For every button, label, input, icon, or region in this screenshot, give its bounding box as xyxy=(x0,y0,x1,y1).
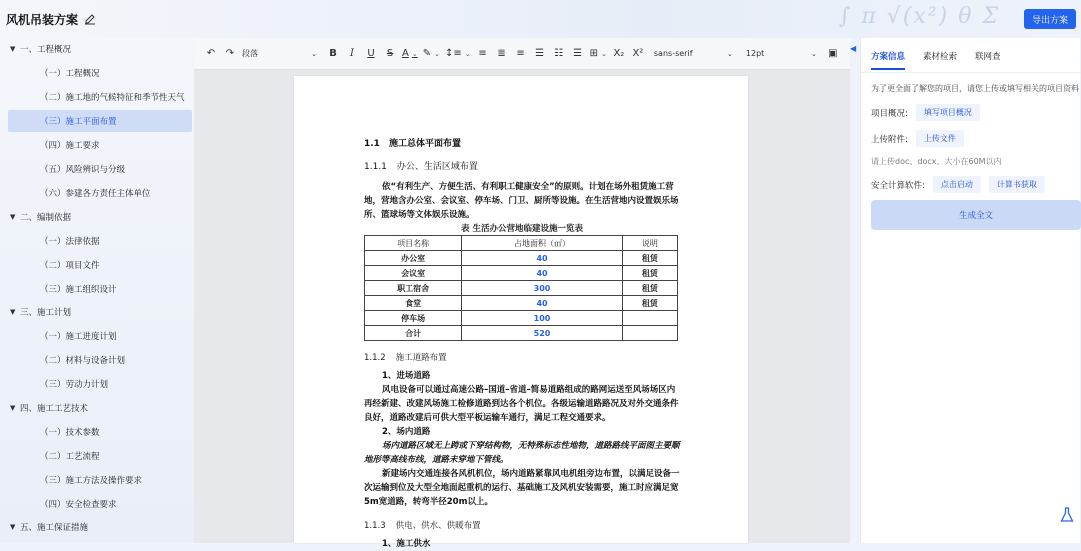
table-cell: 食堂 xyxy=(365,296,462,311)
font-color-label: A xyxy=(402,48,409,59)
software-row xyxy=(871,176,1045,193)
strikethrough-button[interactable]: S xyxy=(386,48,394,59)
tree-item-label: （一）法律依据 xyxy=(40,237,100,247)
unordered-list-icon[interactable]: ☷ xyxy=(554,48,564,59)
table-cell: 租赁 xyxy=(622,266,677,281)
software-label: 安全计算软件: xyxy=(871,180,925,191)
bold-button[interactable]: B xyxy=(329,48,337,59)
tree-item[interactable] xyxy=(0,278,194,300)
paragraph-heading: 1、施工供水 xyxy=(382,539,431,549)
table-caption: 表 生活办公营地临建设施一览表 xyxy=(461,224,583,234)
caret-down-icon[interactable]: ▼ xyxy=(10,404,16,412)
table-header-cell: 项目名称 xyxy=(365,236,462,251)
caret-down-icon[interactable]: ▼ xyxy=(10,45,16,53)
launch-button[interactable]: 点击启动 xyxy=(933,176,981,193)
tree-item-section-1[interactable] xyxy=(0,38,194,60)
tree-item-label: （四）施工要求 xyxy=(40,141,100,151)
table-cell: 租赁 xyxy=(622,281,677,296)
heading-number: 1.1.2 xyxy=(364,353,386,363)
tree-item-section-2[interactable] xyxy=(0,206,194,228)
tree-item[interactable] xyxy=(0,230,194,252)
table-cell xyxy=(622,311,677,326)
chevron-down-icon: ⌄ xyxy=(601,49,607,58)
table-icon[interactable]: ⊞ ⌄ xyxy=(589,48,607,59)
paragraph: 新建场内交通连接各风机机位，场内道路紧靠风电机组旁边布置，以满足设备一次运输到位及大型全地面起重机的运行、基础施工及风机安装需要，施工时应满足宽5m宽道路，转弯半径20m以上。 xyxy=(364,469,680,507)
tree-item[interactable] xyxy=(0,493,194,515)
panel-tabs xyxy=(871,50,1019,70)
tree-item[interactable] xyxy=(0,62,194,84)
document-page[interactable] xyxy=(294,76,748,549)
table-header-cell: 说明 xyxy=(622,236,677,251)
chevron-down-icon[interactable]: ⌄ xyxy=(311,49,317,58)
heading-number: 1.1.3 xyxy=(364,521,386,531)
collapse-panel-icon[interactable]: ◀ xyxy=(850,44,857,53)
heading-text: 供电、供水、供暖布置 xyxy=(395,521,481,531)
paragraph: 风电设备可以通过高速公路–国道–省道–简易道路组成的路网运送至风场场区内再经新建、改建风场施工检修道路到达各个机位。各级运输道路路况及对外交通条件良好，道路改建后可供大型平板运输车通行，满足工程交通要求。 xyxy=(364,385,679,423)
table-cell: 300 xyxy=(462,281,622,296)
redo-icon[interactable]: ↷ xyxy=(225,48,235,59)
table-header-row xyxy=(365,236,678,251)
undo-icon[interactable]: ↶ xyxy=(206,48,216,59)
tree-item-label: （四）安全检查要求 xyxy=(40,500,117,510)
table-cell: 合计 xyxy=(365,326,462,341)
facilities-table xyxy=(364,235,678,341)
upload-note: 请上传doc、docx、大小在60M以内 xyxy=(871,157,1002,166)
subsection-heading xyxy=(364,159,680,172)
underline-button[interactable]: U xyxy=(367,48,375,59)
caret-down-icon[interactable]: ▼ xyxy=(10,308,16,316)
table-cell xyxy=(622,326,677,341)
table-cell: 租赁 xyxy=(622,296,677,311)
align-center-icon[interactable]: ≣ xyxy=(497,48,506,59)
tree-item-active[interactable] xyxy=(8,110,192,132)
table-row xyxy=(365,296,678,311)
italic-button[interactable]: I xyxy=(350,48,354,59)
align-left-icon[interactable]: ≡ xyxy=(478,48,487,59)
flask-icon[interactable] xyxy=(1060,507,1074,523)
pencil-icon[interactable] xyxy=(84,13,96,25)
tree-item-label: （二）材料与设备计划 xyxy=(40,356,126,366)
superscript-button[interactable]: X² xyxy=(632,48,644,59)
table-cell: 职工宿舍 xyxy=(365,281,462,296)
tree-item[interactable] xyxy=(0,182,194,204)
tab-web-search[interactable]: 联网查 xyxy=(975,52,1001,62)
paragraph-style-select[interactable] xyxy=(242,45,302,63)
tree-item-label: （三）施工方法及操作要求 xyxy=(40,476,143,486)
table-cell: 100 xyxy=(462,311,622,326)
tree-item[interactable] xyxy=(0,254,194,276)
section-heading: 1.1 施工总体平面布置 xyxy=(364,139,461,149)
table-cell: 会议室 xyxy=(365,266,462,281)
ordered-list-icon[interactable]: ☰ xyxy=(573,48,583,59)
fill-overview-button[interactable]: 填写项目概况 xyxy=(916,104,980,121)
paragraph-heading: 1、进场道路 xyxy=(382,371,431,381)
tree-item-label: （三）施工平面布置 xyxy=(40,117,117,127)
tree-item[interactable] xyxy=(0,158,194,180)
align-right-icon[interactable]: ≡ xyxy=(516,48,525,59)
tree-item[interactable] xyxy=(0,349,194,371)
overview-row xyxy=(871,104,980,121)
editor-area xyxy=(194,38,850,549)
paragraph-heading: 2、场内道路 xyxy=(382,427,431,437)
image-icon[interactable]: ▣ xyxy=(828,48,838,59)
chevron-down-icon: ⌄ xyxy=(434,49,440,58)
chevron-down-icon[interactable]: ⌄ xyxy=(810,49,817,58)
tree-item[interactable] xyxy=(0,421,194,443)
tree-item[interactable] xyxy=(0,325,194,347)
panel-hint: 为了更全面了解您的项目，请您上传或填写相关的项目资料 xyxy=(871,84,1079,93)
font-size-select[interactable] xyxy=(746,45,802,63)
tree-item[interactable] xyxy=(0,445,194,467)
divider xyxy=(861,72,1081,73)
decorative-formula-background: ∫ π √(x²) θ Σ xyxy=(838,4,1000,29)
table-cell: 520 xyxy=(462,326,622,341)
tab-material-search[interactable]: 素材检索 xyxy=(923,52,958,62)
tree-item-label: （一）施工进度计划 xyxy=(40,332,117,342)
subscript-button[interactable]: X₂ xyxy=(613,48,625,59)
tree-item-label: 四、施工工艺技术 xyxy=(20,404,89,414)
paragraph-style-value: 段落 xyxy=(242,49,258,58)
tree-item-label: 三、施工计划 xyxy=(20,308,72,318)
tree-item-section-3[interactable] xyxy=(0,301,194,323)
get-calculation-button[interactable]: 计算书获取 xyxy=(989,176,1045,193)
table-row xyxy=(365,281,678,296)
tree-item-label: （一）工程概况 xyxy=(40,69,100,79)
chevron-down-icon: ⌄ xyxy=(411,49,418,58)
generate-full-text-button[interactable]: 生成全文 xyxy=(871,200,1081,230)
table-row xyxy=(365,311,678,326)
heading-text: 施工道路布置 xyxy=(395,353,447,363)
tree-item-label: 一、工程概况 xyxy=(20,45,72,55)
upload-label: 上传附件: xyxy=(871,134,908,145)
table-cell: 40 xyxy=(462,251,622,266)
tree-item-label: （二）项目文件 xyxy=(40,261,100,271)
subsection-heading xyxy=(364,351,680,363)
tree-item-label: （六）参建各方责任主体单位 xyxy=(40,189,151,199)
caret-down-icon[interactable]: ▼ xyxy=(10,523,16,531)
table-cell: 40 xyxy=(462,266,622,281)
top-bar xyxy=(0,0,1080,38)
align-justify-icon[interactable]: ☰ xyxy=(535,48,545,59)
table-row xyxy=(365,251,678,266)
subsection-heading xyxy=(364,519,680,531)
table-header-cell: 占地面积（㎡） xyxy=(462,236,622,251)
page-title: 风机吊装方案 xyxy=(6,12,79,27)
font-family-value: sans-serif xyxy=(653,49,693,58)
tree-item-label: 二、编制依据 xyxy=(20,213,72,223)
editor-toolbar xyxy=(194,38,850,70)
right-panel xyxy=(860,38,1080,543)
table-row xyxy=(365,266,678,281)
paragraph: 依“有利生产、方便生活、有利职工健康安全”的原则。计划在场外租赁施工营地，营地含办公室、会议室、停车场、门卫、厨所等设施。在生活营地内设置娱乐场所、篮球场等文体娱乐设施。 xyxy=(364,182,679,220)
tree-item-label: （三）施工组织设计 xyxy=(40,285,117,295)
upload-row xyxy=(871,130,964,147)
table-row xyxy=(365,326,678,341)
tree-item[interactable] xyxy=(0,469,194,491)
caret-down-icon[interactable]: ▼ xyxy=(10,213,16,221)
font-size-value: 12pt xyxy=(745,49,765,58)
overview-label: 项目概况: xyxy=(871,108,908,119)
line-height-icon[interactable]: ↕≡ ⌄ xyxy=(444,48,471,59)
tree-item-label: （五）风险辨识与分级 xyxy=(40,165,126,175)
tree-item[interactable] xyxy=(0,86,194,108)
heading-text: 办公、生活区域布置 xyxy=(396,162,478,172)
tree-item-section-5[interactable] xyxy=(0,516,194,538)
tab-plan-info[interactable]: 方案信息 xyxy=(871,50,905,70)
font-family-select[interactable] xyxy=(654,45,718,63)
tree-item[interactable] xyxy=(0,134,194,156)
tree-item[interactable] xyxy=(0,373,194,395)
table-cell: 办公室 xyxy=(365,251,462,266)
outline-sidebar xyxy=(0,38,194,543)
tree-item-section-4[interactable] xyxy=(0,397,194,419)
tree-item-label: （三）劳动力计划 xyxy=(40,380,109,390)
highlight-icon[interactable]: ✎ ⌄ xyxy=(422,48,440,59)
tree-item-label: （二）工艺流程 xyxy=(40,452,100,462)
tree-item-label: 五、施工保证措施 xyxy=(20,523,89,533)
chevron-down-icon[interactable]: ⌄ xyxy=(726,49,733,58)
paragraph: 场内道路区域无上跨或下穿结构物，无特殊标志性地物，道路路线平面图主要顺地形等高线布线，道路未穿地下管线。 xyxy=(364,441,680,465)
table-cell: 租赁 xyxy=(622,251,677,266)
export-plan-button[interactable]: 导出方案 xyxy=(1024,9,1076,29)
table-cell: 40 xyxy=(462,296,622,311)
upload-file-button[interactable]: 上传文件 xyxy=(916,130,964,147)
font-color-button[interactable] xyxy=(402,45,418,63)
tree-item-label: （二）施工地的气候特征和季节性天气 xyxy=(40,93,185,103)
tree-item-label: （一）技术参数 xyxy=(40,428,100,438)
table-cell: 停车场 xyxy=(365,311,462,326)
chevron-down-icon: ⌄ xyxy=(464,49,471,58)
heading-number: 1.1.1 xyxy=(364,162,387,172)
